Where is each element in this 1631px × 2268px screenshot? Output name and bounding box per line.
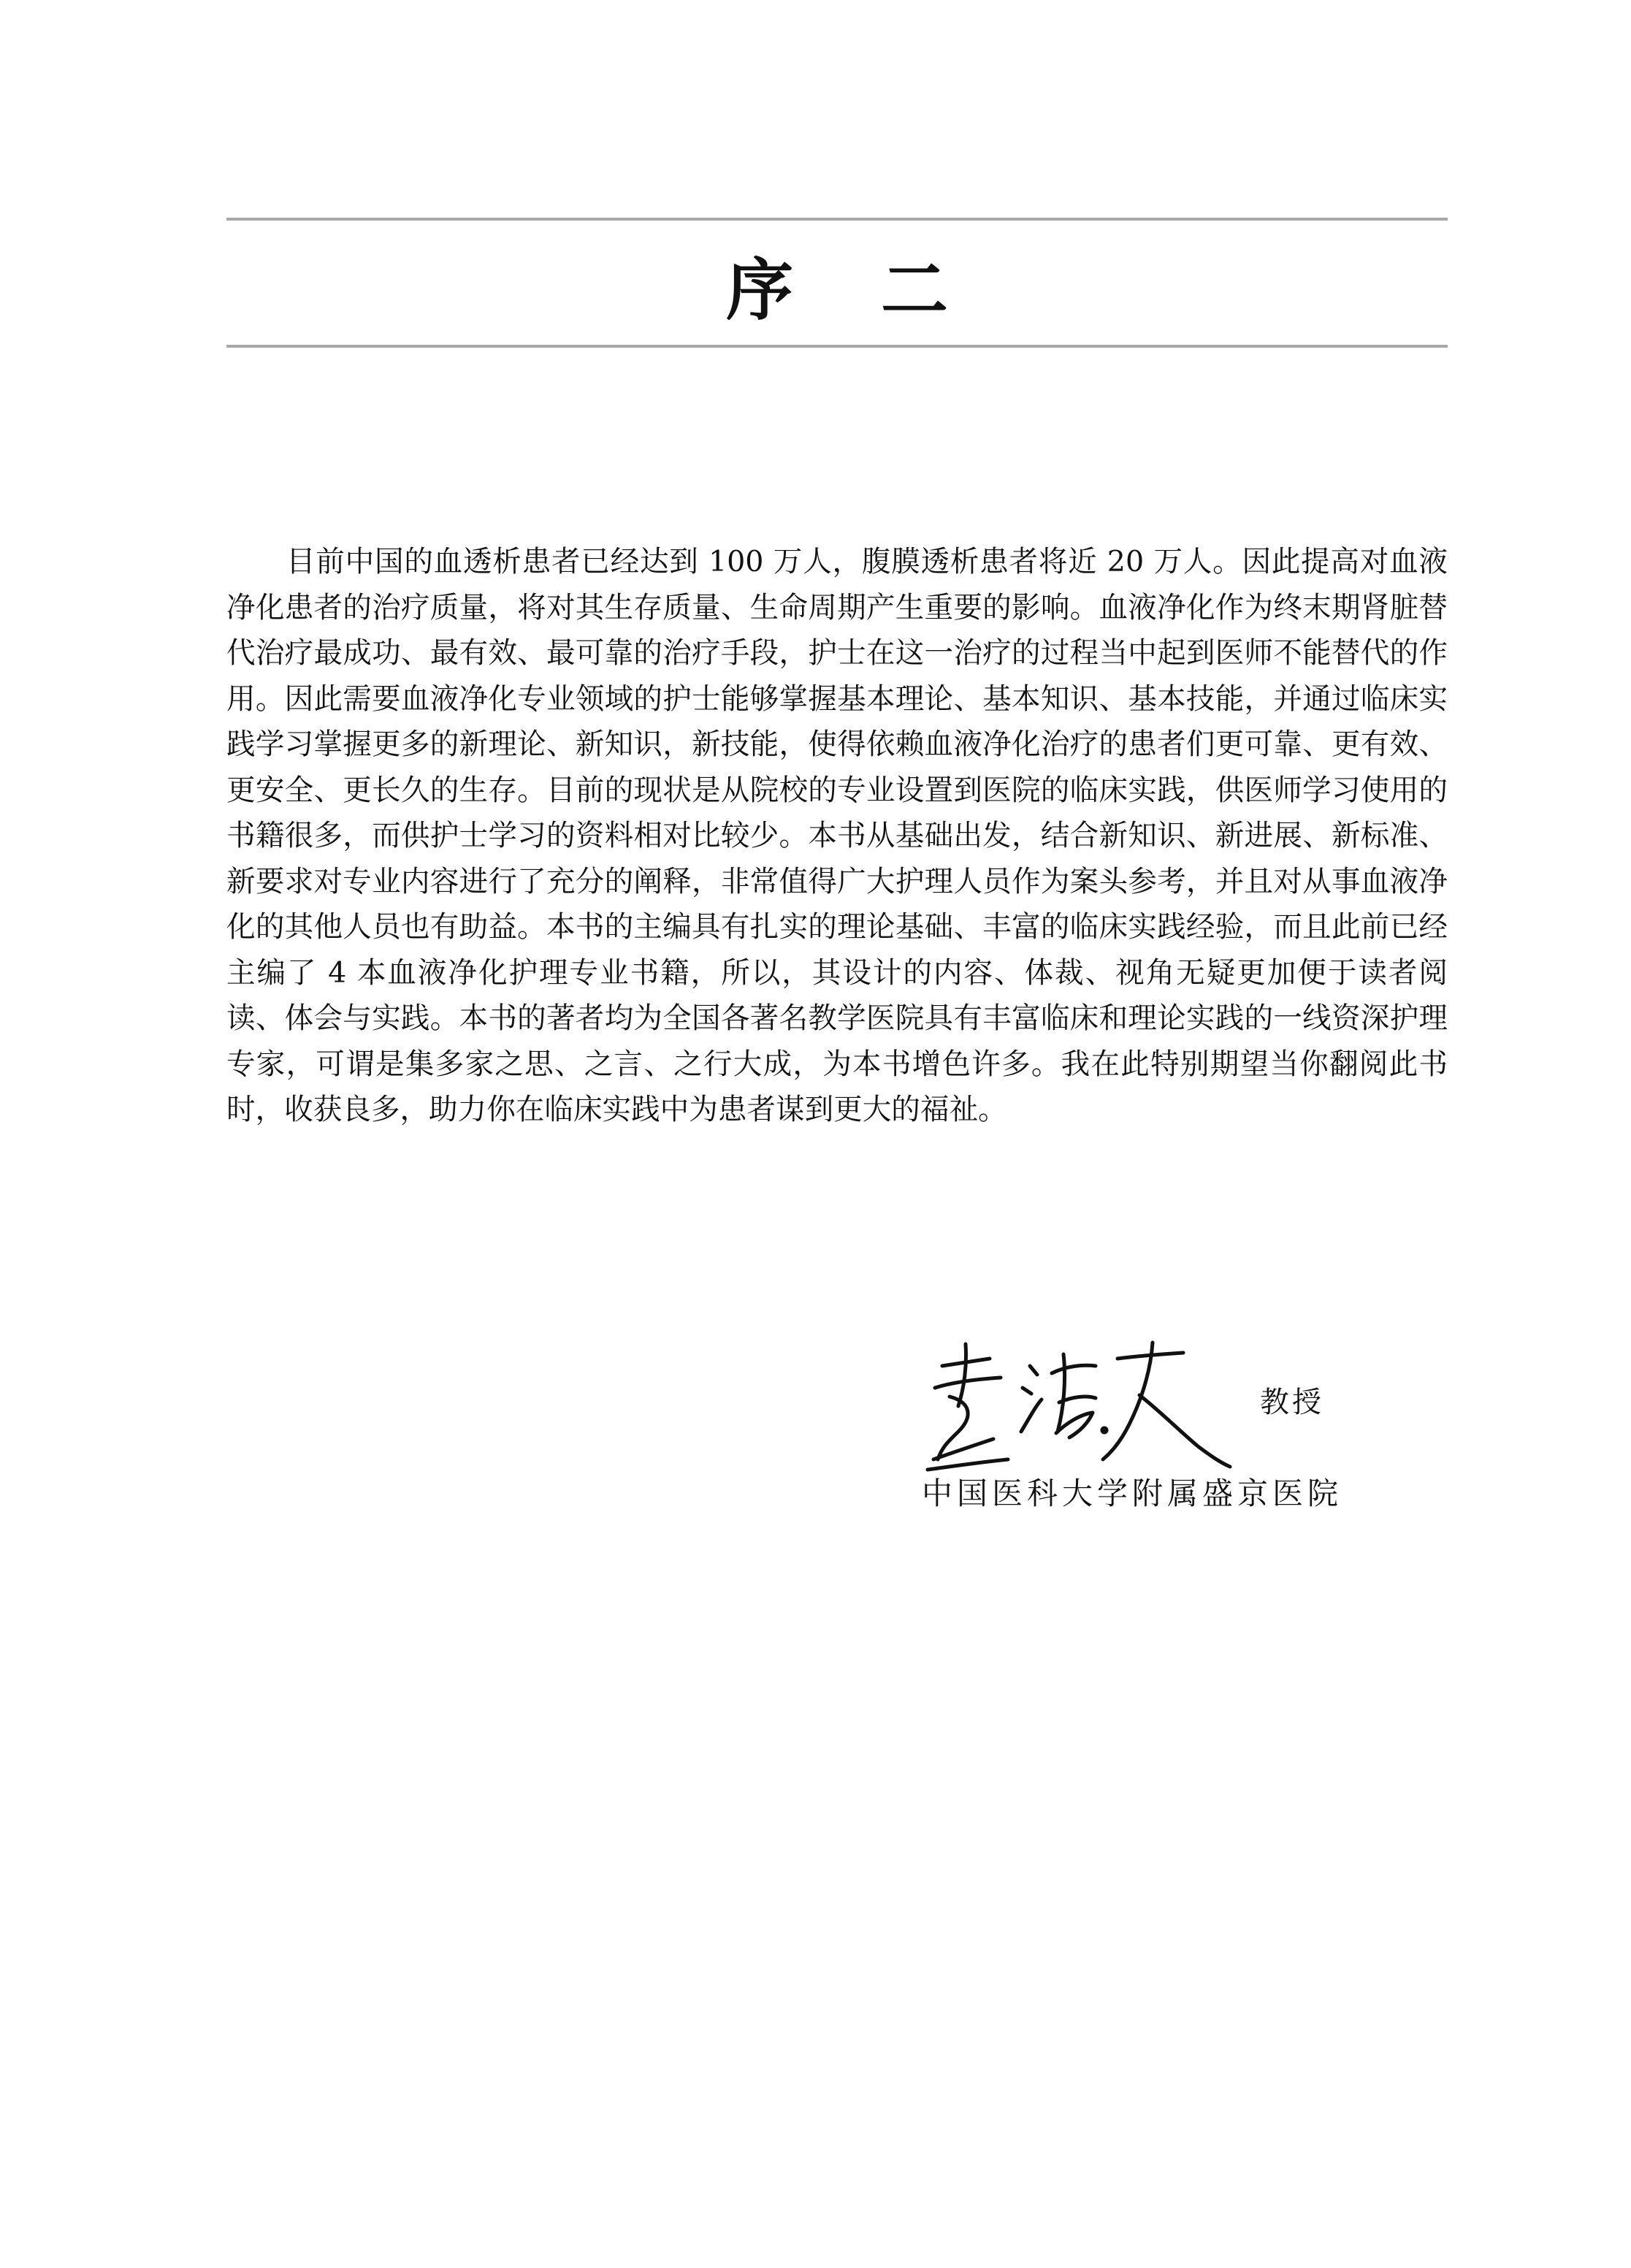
page-title [226, 241, 1448, 329]
page-title-char-1: 序 [725, 251, 793, 329]
handwritten-signature [920, 1337, 1234, 1483]
title-top-rule [226, 218, 1448, 221]
preface-paragraph: 目前中国的血透析患者已经达到 100 万人，腹膜透析患者将近 20 万人。因此提高对血液净化患者的治疗质量，将对其生存质量、生命周期产生重要的影响。血液净化作为终末期肾脏替代治疗最成功、最有效、最可靠的治疗手段，护士在这一治疗的过程当中起到医师不能替代的作用。因此需要血液净化专业领域的护士能够掌握基本理论、基本知识、基本技能，并通过临床实践学习掌握更多的新理论、新知识，新技能，使得依赖血液净化治疗的患者们更可靠、更有效、更安全、更长久的生存。目前的现状是从院校的专业设置到医院的临床实践，供医师学习使用的书籍很多，而供护士学习的资料相对比较少。本书从基础出发，结合新知识、新进展、新标准、新要求对专业内容进行了充分的阐释，非常值得广大护理人员作为案头参考，并且对从事血液净化的其他人员也有助益。本书的主编具有扎实的理论基础、丰富的临床实践经验，而且此前已经主编了 4 本血液净化护理专业书籍，所以，其设计的内容、体裁、视角无疑更加便于读者阅读、体会与实践。本书的著者均为全国各著名教学医院具有丰富临床和理论实践的一线资深护理专家，可谓是集多家之思、之言、之行大成，为本书增色许多。我在此特别期望当你翻阅此书时，收获良多，助力你在临床实践中为患者谋到更大的福祉。 [226, 545, 1448, 1126]
title-bottom-rule [226, 345, 1448, 348]
page-title-char-2: 二 [881, 251, 949, 329]
signature-title: 教授 [1260, 1386, 1324, 1419]
signer-affiliation: 中国医科大学附属盛京医院 [922, 1475, 1343, 1511]
